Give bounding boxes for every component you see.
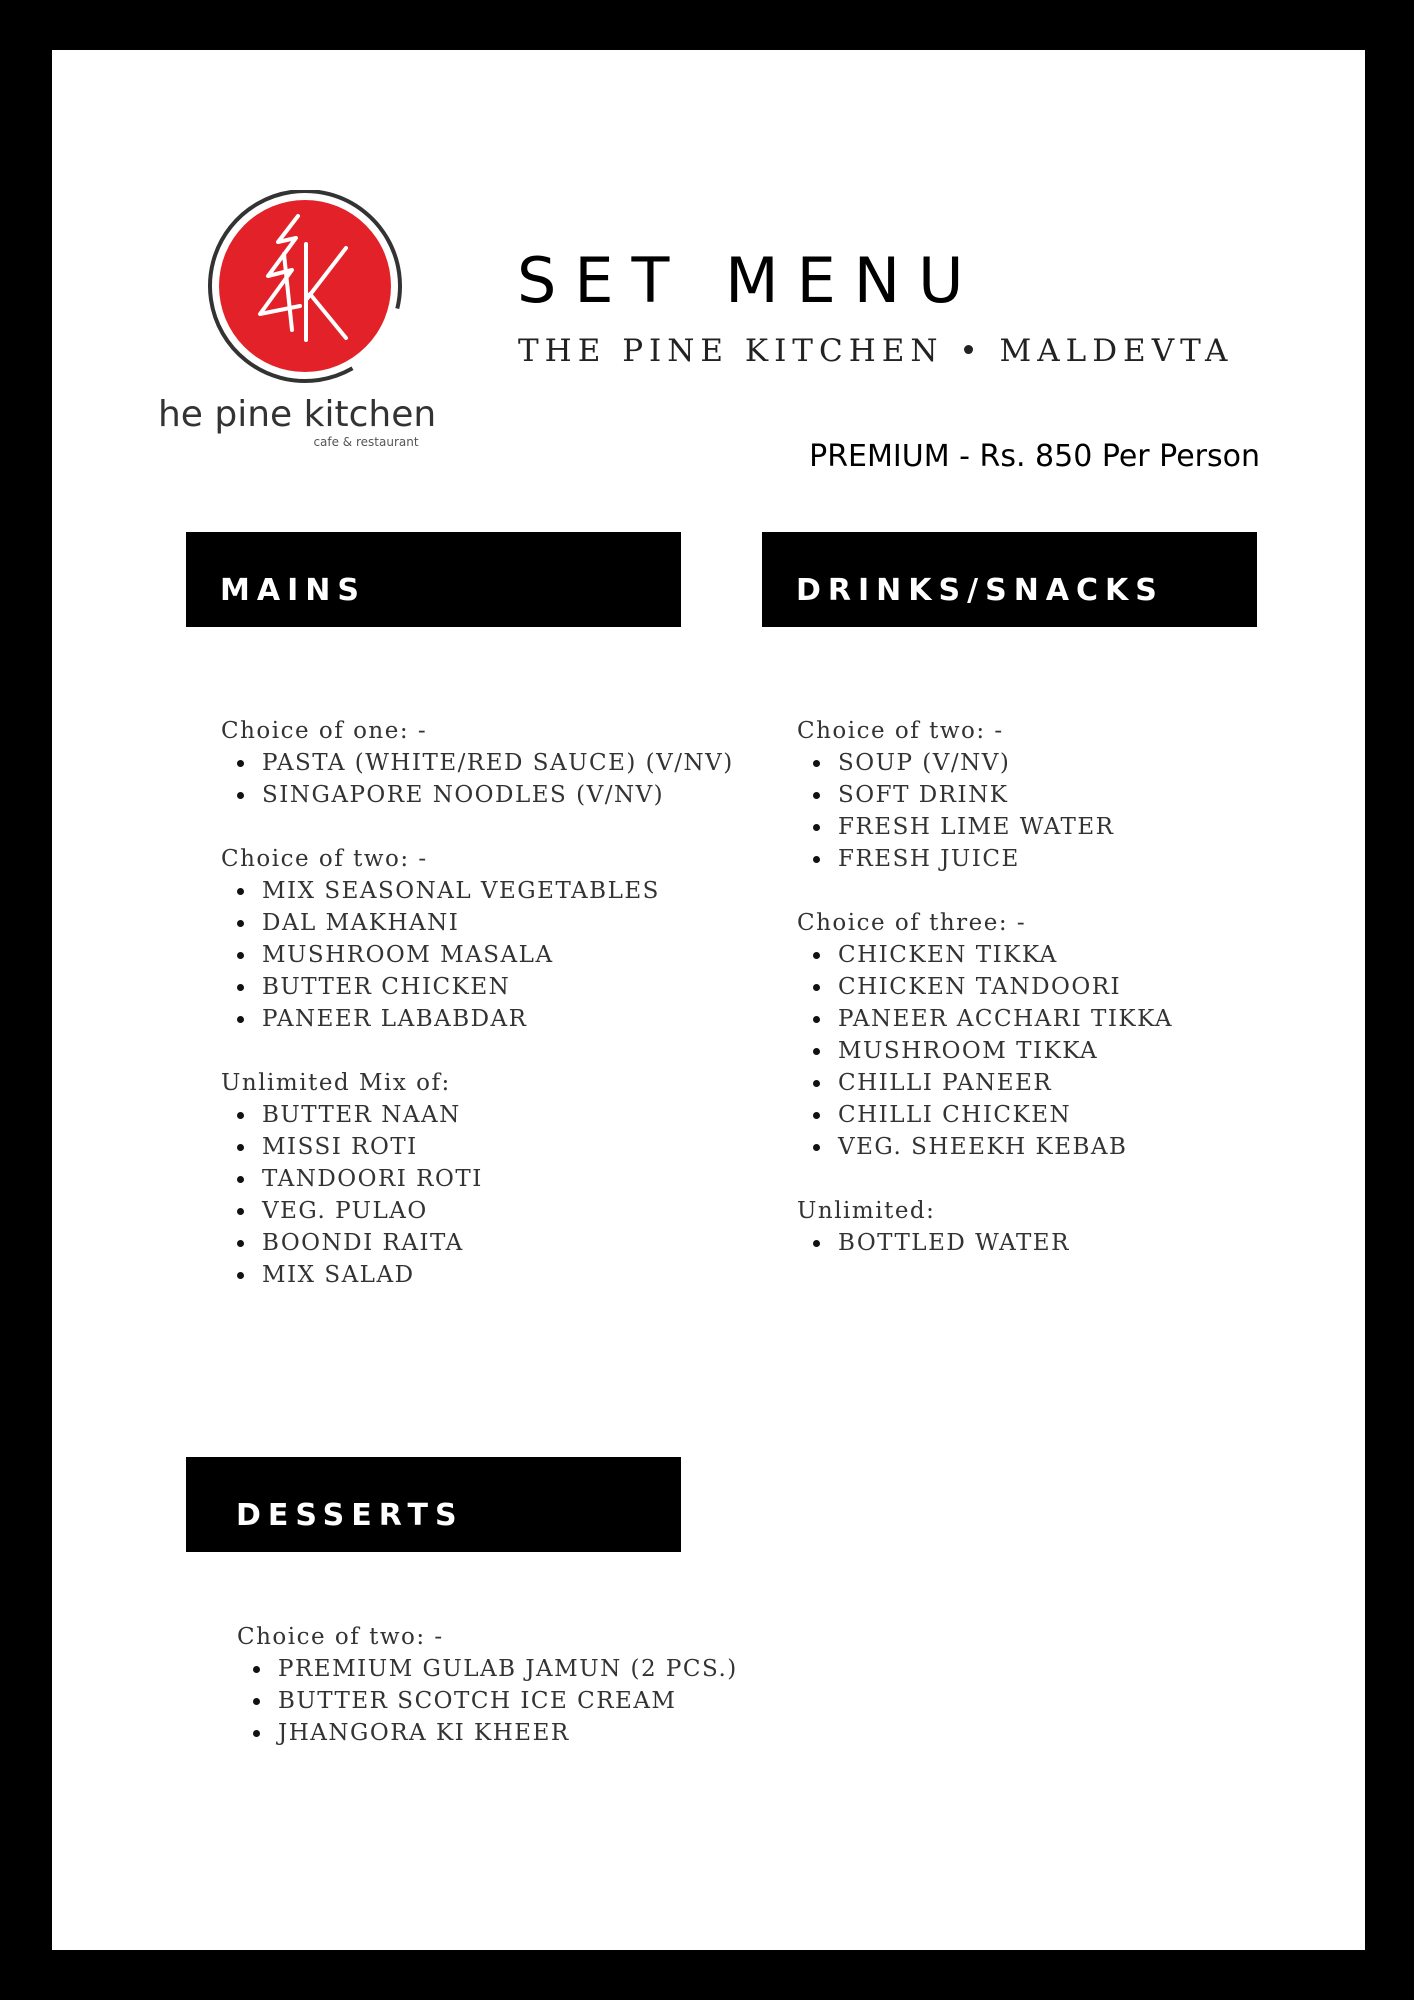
menu-item: MUSHROOM TIKKA <box>838 1035 1173 1067</box>
drinks-snacks-title: DRINKS/SNACKS <box>796 573 1164 608</box>
group-label: Choice of two: - <box>797 718 1004 744</box>
menu-item: CHILLI PANEER <box>838 1067 1173 1099</box>
menu-item: BUTTER NAAN <box>262 1099 734 1131</box>
menu-item: FRESH LIME WATER <box>838 811 1173 843</box>
menu-item: PANEER ACCHARI TIKKA <box>838 1003 1173 1035</box>
mains-header <box>186 532 681 627</box>
group-label: Unlimited: <box>797 1198 936 1224</box>
menu-group <box>237 1621 738 1749</box>
drinks-snacks-list <box>797 715 1173 1291</box>
menu-item: DAL MAKHANI <box>262 907 734 939</box>
menu-item: JHANGORA KI KHEER <box>278 1717 738 1749</box>
menu-item: TANDOORI ROTI <box>262 1163 734 1195</box>
menu-item: CHICKEN TIKKA <box>838 939 1173 971</box>
menu-group <box>797 715 1173 875</box>
menu-item: FRESH JUICE <box>838 843 1173 875</box>
menu-item: SINGAPORE NOODLES (V/NV) <box>262 779 734 811</box>
menu-group <box>221 715 734 811</box>
desserts-header <box>186 1457 681 1552</box>
menu-item: MUSHROOM MASALA <box>262 939 734 971</box>
group-label: Choice of three: - <box>797 910 1027 936</box>
page-title: SET MENU <box>517 244 982 317</box>
menu-item: BOTTLED WATER <box>838 1227 1173 1259</box>
menu-item: BUTTER SCOTCH ICE CREAM <box>278 1685 738 1717</box>
menu-item: CHILLI CHICKEN <box>838 1099 1173 1131</box>
menu-group <box>221 1067 734 1291</box>
mains-list <box>221 715 734 1323</box>
menu-page <box>52 50 1365 1950</box>
menu-item: VEG. PULAO <box>262 1195 734 1227</box>
menu-item: CHICKEN TANDOORI <box>838 971 1173 1003</box>
desserts-list <box>237 1621 738 1781</box>
menu-item: SOUP (V/NV) <box>838 747 1173 779</box>
menu-item: BUTTER CHICKEN <box>262 971 734 1003</box>
price-line: PREMIUM - Rs. 850 Per Person <box>809 439 1260 474</box>
group-label: Choice of one: - <box>221 718 428 744</box>
drinks-snacks-header <box>762 532 1257 627</box>
menu-item: SOFT DRINK <box>838 779 1173 811</box>
menu-item: PANEER LABABDAR <box>262 1003 734 1035</box>
group-label: Choice of two: - <box>237 1624 444 1650</box>
menu-group <box>797 907 1173 1163</box>
group-label: Choice of two: - <box>221 846 428 872</box>
menu-group <box>221 843 734 1035</box>
menu-item: MISSI ROTI <box>262 1131 734 1163</box>
menu-item: BOONDI RAITA <box>262 1227 734 1259</box>
menu-item: VEG. SHEEKH KEBAB <box>838 1131 1173 1163</box>
menu-item: PASTA (WHITE/RED SAUCE) (V/NV) <box>262 747 734 779</box>
svg-text:the pine kitchen: the pine kitchen <box>160 394 437 435</box>
desserts-title: DESSERTS <box>236 1498 464 1533</box>
restaurant-subtitle: THE PINE KITCHEN • MALDEVTA <box>518 333 1234 369</box>
menu-item: MIX SALAD <box>262 1259 734 1291</box>
mains-title: MAINS <box>220 573 366 608</box>
group-label: Unlimited Mix of: <box>221 1070 451 1096</box>
menu-group <box>797 1195 1173 1259</box>
svg-text:cafe & restaurant: cafe & restaurant <box>313 435 419 449</box>
restaurant-logo <box>160 190 450 450</box>
menu-item: MIX SEASONAL VEGETABLES <box>262 875 734 907</box>
menu-item: PREMIUM GULAB JAMUN (2 PCS.) <box>278 1653 738 1685</box>
